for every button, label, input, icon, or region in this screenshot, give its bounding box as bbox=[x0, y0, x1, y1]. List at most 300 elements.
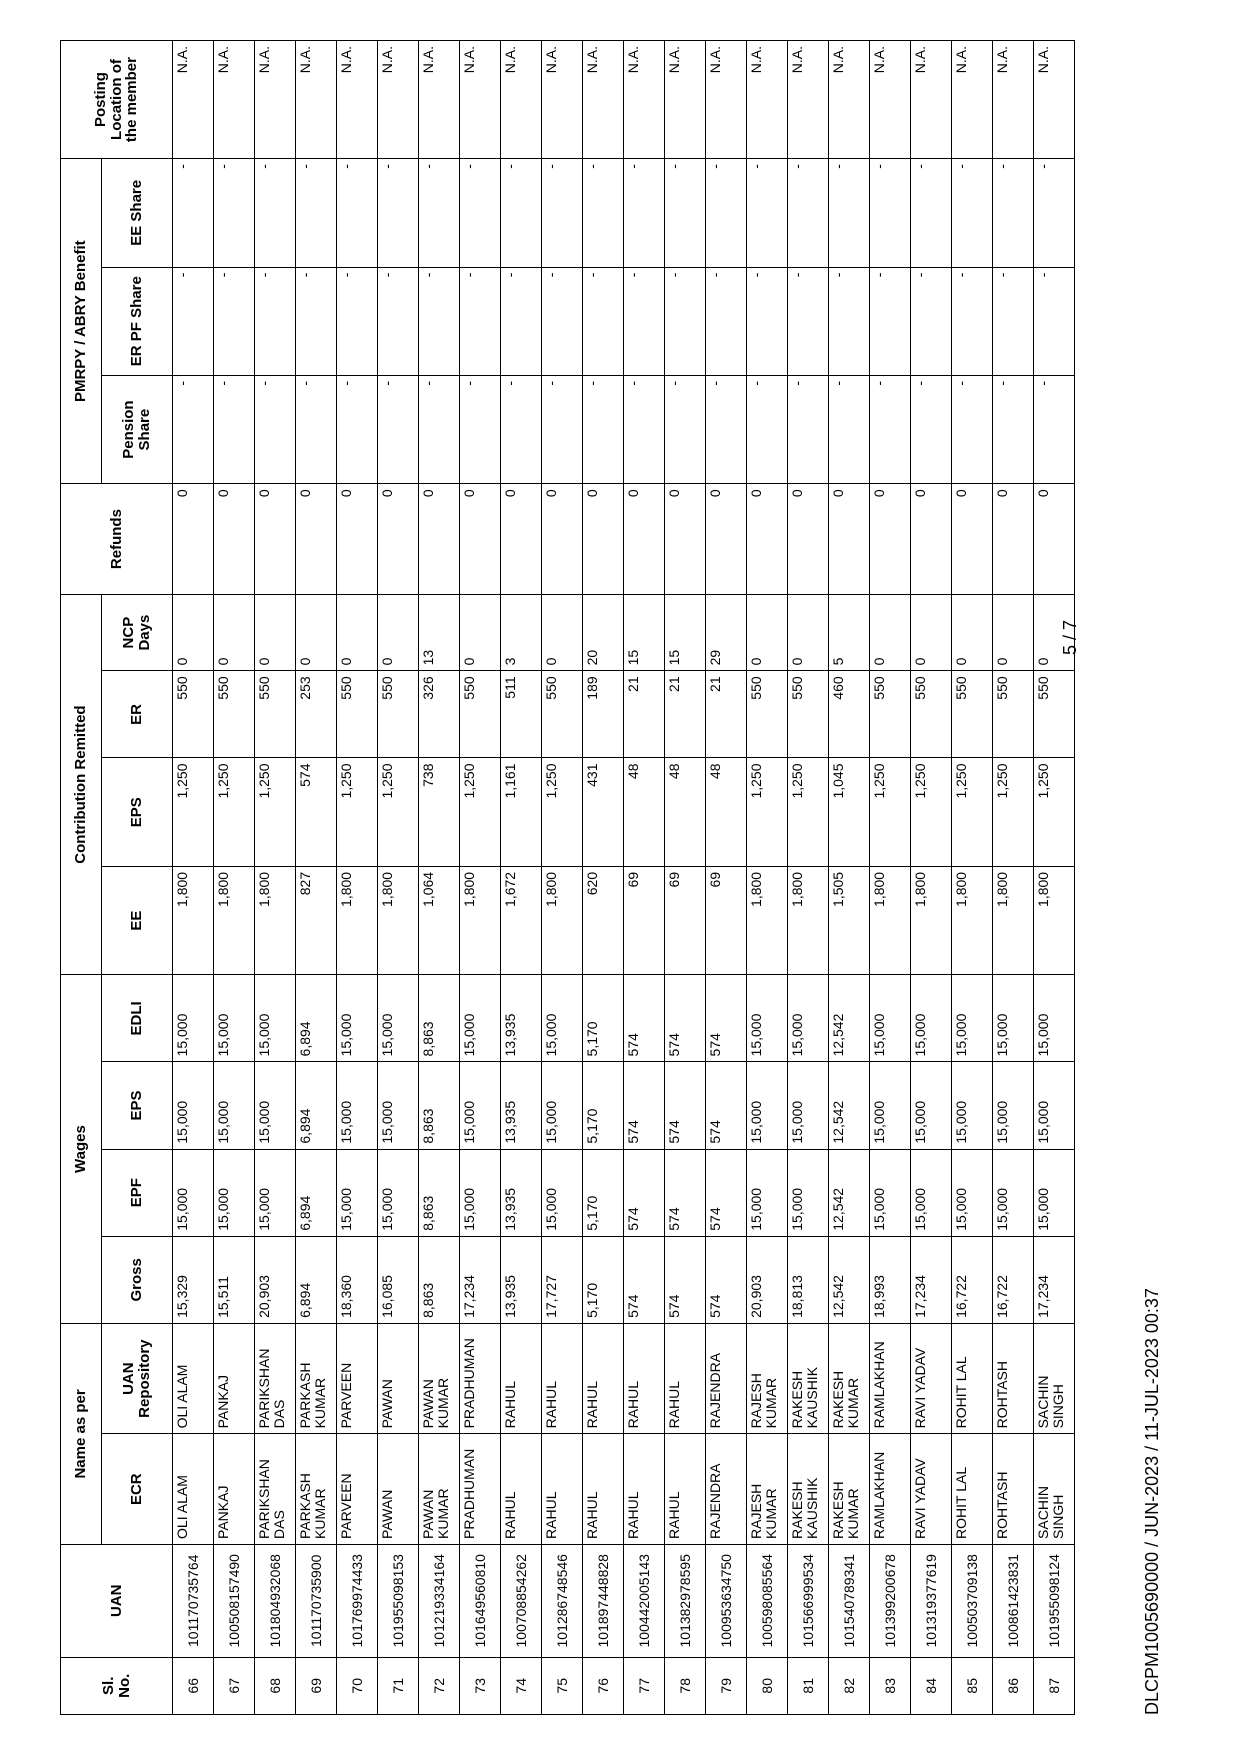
posting-cell: N.A. bbox=[870, 41, 911, 159]
eps-contribution-cell: 1,250 bbox=[378, 758, 419, 866]
gross-cell: 6,894 bbox=[296, 1236, 337, 1323]
ecr-name-cell: PAWAN bbox=[378, 1434, 419, 1545]
epf-cell: 15,000 bbox=[542, 1149, 583, 1236]
edli-cell: 574 bbox=[624, 975, 665, 1062]
pension-share-cell: - bbox=[173, 375, 214, 483]
ncp-days-cell: 0 bbox=[337, 594, 378, 671]
ecr-name-cell: RAKESH KAUSHIK bbox=[788, 1434, 829, 1545]
ee-cell: 1,800 bbox=[747, 866, 788, 974]
table-row bbox=[378, 41, 419, 1715]
edli-cell: 12,542 bbox=[829, 975, 870, 1062]
edli-cell: 15,000 bbox=[911, 975, 952, 1062]
ncp-days-cell: 15 bbox=[665, 594, 706, 671]
ee-share-cell: - bbox=[911, 159, 952, 267]
repository-name-cell: RAHUL bbox=[583, 1323, 624, 1434]
eps-wages-cell: 5,170 bbox=[583, 1062, 624, 1149]
ncp-days-cell: 0 bbox=[296, 594, 337, 671]
table-row bbox=[542, 41, 583, 1715]
document-reference: DLCPM1005690000 / JUN-2023 / 11-JUL-2023 00:37 bbox=[1142, 1288, 1162, 1715]
uan-cell: 101319377619 bbox=[911, 1544, 952, 1657]
ee-cell: 1,672 bbox=[501, 866, 542, 974]
ee-cell: 1,800 bbox=[255, 866, 296, 974]
sl-no-cell: 83 bbox=[870, 1657, 911, 1714]
er-pf-share-cell: - bbox=[911, 267, 952, 375]
posting-cell: N.A. bbox=[747, 41, 788, 159]
ee-share-cell: - bbox=[747, 159, 788, 267]
er-pf-share-cell: - bbox=[993, 267, 1034, 375]
gross-cell: 17,234 bbox=[460, 1236, 501, 1323]
eps-wages-cell: 574 bbox=[665, 1062, 706, 1149]
epf-cell: 15,000 bbox=[747, 1149, 788, 1236]
uan-cell: 101897448828 bbox=[583, 1544, 624, 1657]
er-pf-share-cell: - bbox=[624, 267, 665, 375]
pension-share-cell: - bbox=[583, 375, 624, 483]
uan-cell: 101286748546 bbox=[542, 1544, 583, 1657]
ee-header: EE bbox=[102, 866, 173, 974]
ecr-name-cell: RAHUL bbox=[501, 1434, 542, 1545]
contribution-remitted-header: Contribution Remitted bbox=[61, 594, 102, 974]
ncp-days-cell: 0 bbox=[1034, 594, 1075, 671]
ecr-name-cell: RAHUL bbox=[583, 1434, 624, 1545]
eps-contribution-cell: 1,250 bbox=[911, 758, 952, 866]
er-cell: 550 bbox=[1034, 671, 1075, 758]
pension-share-cell: - bbox=[870, 375, 911, 483]
er-cell: 253 bbox=[296, 671, 337, 758]
ee-share-cell: - bbox=[583, 159, 624, 267]
refunds-cell: 0 bbox=[296, 484, 337, 595]
table-row bbox=[460, 41, 501, 1715]
eps-contribution-cell: 1,250 bbox=[542, 758, 583, 866]
table-row bbox=[788, 41, 829, 1715]
table-row bbox=[419, 41, 460, 1715]
gross-cell: 20,903 bbox=[255, 1236, 296, 1323]
posting-cell: N.A. bbox=[501, 41, 542, 159]
ncp-days-cell: 0 bbox=[747, 594, 788, 671]
edli-cell: 15,000 bbox=[337, 975, 378, 1062]
repository-name-cell: RAJENDRA bbox=[706, 1323, 747, 1434]
pension-share-cell: - bbox=[255, 375, 296, 483]
sl-no-cell: 71 bbox=[378, 1657, 419, 1714]
er-pf-share-cell: - bbox=[542, 267, 583, 375]
ecr-name-cell: PRADHUMAN bbox=[460, 1434, 501, 1545]
ncp-days-cell: 0 bbox=[788, 594, 829, 671]
refunds-cell: 0 bbox=[1034, 484, 1075, 595]
uan-cell: 100953634750 bbox=[706, 1544, 747, 1657]
eps-wages-cell: 15,000 bbox=[337, 1062, 378, 1149]
ecr-name-cell: ROHIT LAL bbox=[952, 1434, 993, 1545]
edli-cell: 15,000 bbox=[952, 975, 993, 1062]
ncp-days-header: NCP Days bbox=[102, 594, 173, 671]
uan-cell: 101540789341 bbox=[829, 1544, 870, 1657]
refunds-cell: 0 bbox=[952, 484, 993, 595]
edli-cell: 15,000 bbox=[378, 975, 419, 1062]
gross-cell: 5,170 bbox=[583, 1236, 624, 1323]
repository-name-cell: PARKASH KUMAR bbox=[296, 1323, 337, 1434]
uan-cell: 101769974433 bbox=[337, 1544, 378, 1657]
table-row bbox=[665, 41, 706, 1715]
repository-name-cell: PARIKSHAN DAS bbox=[255, 1323, 296, 1434]
edli-cell: 15,000 bbox=[747, 975, 788, 1062]
name-as-per-header: Name as per bbox=[61, 1323, 102, 1544]
er-pf-share-header: ER PF Share bbox=[102, 267, 173, 375]
ee-cell: 1,800 bbox=[214, 866, 255, 974]
sl-no-cell: 76 bbox=[583, 1657, 624, 1714]
gross-cell: 574 bbox=[624, 1236, 665, 1323]
epf-cell: 15,000 bbox=[952, 1149, 993, 1236]
refunds-cell: 0 bbox=[665, 484, 706, 595]
refunds-cell: 0 bbox=[337, 484, 378, 595]
er-pf-share-cell: - bbox=[255, 267, 296, 375]
table-row bbox=[829, 41, 870, 1715]
ncp-days-cell: 5 bbox=[829, 594, 870, 671]
gross-cell: 16,085 bbox=[378, 1236, 419, 1323]
ee-cell: 620 bbox=[583, 866, 624, 974]
eps-contribution-cell: 1,250 bbox=[952, 758, 993, 866]
ee-share-cell: - bbox=[173, 159, 214, 267]
eps-contribution-cell: 738 bbox=[419, 758, 460, 866]
epf-cell: 15,000 bbox=[378, 1149, 419, 1236]
sl-no-cell: 72 bbox=[419, 1657, 460, 1714]
pension-share-cell: - bbox=[706, 375, 747, 483]
refunds-cell: 0 bbox=[870, 484, 911, 595]
er-cell: 550 bbox=[337, 671, 378, 758]
ee-share-cell: - bbox=[706, 159, 747, 267]
er-cell: 550 bbox=[870, 671, 911, 758]
edli-header: EDLI bbox=[102, 975, 173, 1062]
er-cell: 550 bbox=[911, 671, 952, 758]
uan-cell: 100508157490 bbox=[214, 1544, 255, 1657]
er-pf-share-cell: - bbox=[583, 267, 624, 375]
posting-cell: N.A. bbox=[542, 41, 583, 159]
eps-wages-cell: 15,000 bbox=[870, 1062, 911, 1149]
gross-cell: 17,234 bbox=[1034, 1236, 1075, 1323]
posting-cell: N.A. bbox=[706, 41, 747, 159]
epf-header: EPF bbox=[102, 1149, 173, 1236]
ee-share-cell: - bbox=[952, 159, 993, 267]
er-cell: 550 bbox=[173, 671, 214, 758]
ecr-name-cell: PARIKSHAN DAS bbox=[255, 1434, 296, 1545]
refunds-cell: 0 bbox=[255, 484, 296, 595]
repository-name-cell: RAKESH KUMAR bbox=[829, 1323, 870, 1434]
epf-cell: 8,863 bbox=[419, 1149, 460, 1236]
er-pf-share-cell: - bbox=[214, 267, 255, 375]
uan-cell: 101649560810 bbox=[460, 1544, 501, 1657]
table-row bbox=[952, 41, 993, 1715]
gross-cell: 17,234 bbox=[911, 1236, 952, 1323]
edli-cell: 15,000 bbox=[214, 975, 255, 1062]
eps-contribution-header: EPS bbox=[102, 758, 173, 866]
table-row bbox=[624, 41, 665, 1715]
table-row bbox=[337, 41, 378, 1715]
ncp-days-cell: 0 bbox=[993, 594, 1034, 671]
repository-name-cell: RAVI YADAV bbox=[911, 1323, 952, 1434]
eps-contribution-cell: 1,250 bbox=[870, 758, 911, 866]
refunds-cell: 0 bbox=[747, 484, 788, 595]
posting-cell: N.A. bbox=[993, 41, 1034, 159]
gross-cell: 18,360 bbox=[337, 1236, 378, 1323]
er-cell: 21 bbox=[624, 671, 665, 758]
sl-no-cell: 74 bbox=[501, 1657, 542, 1714]
ee-share-cell: - bbox=[993, 159, 1034, 267]
pension-share-cell: - bbox=[624, 375, 665, 483]
ee-cell: 1,800 bbox=[173, 866, 214, 974]
pension-share-cell: - bbox=[1034, 375, 1075, 483]
uan-cell: 100598085564 bbox=[747, 1544, 788, 1657]
repository-name-cell: RAHUL bbox=[665, 1323, 706, 1434]
eps-contribution-cell: 1,250 bbox=[747, 758, 788, 866]
er-pf-share-cell: - bbox=[952, 267, 993, 375]
table-row bbox=[214, 41, 255, 1715]
pension-share-cell: - bbox=[993, 375, 1034, 483]
ncp-days-cell: 0 bbox=[214, 594, 255, 671]
uan-header: UAN bbox=[61, 1544, 173, 1657]
pension-share-cell: - bbox=[911, 375, 952, 483]
eps-contribution-cell: 1,250 bbox=[993, 758, 1034, 866]
uan-repository-header: UAN Repository bbox=[102, 1323, 173, 1434]
ee-cell: 1,064 bbox=[419, 866, 460, 974]
sl-no-cell: 81 bbox=[788, 1657, 829, 1714]
ecr-name-cell: RAJENDRA bbox=[706, 1434, 747, 1545]
ee-cell: 1,800 bbox=[993, 866, 1034, 974]
ecr-name-cell: RAJESH KUMAR bbox=[747, 1434, 788, 1545]
er-cell: 550 bbox=[993, 671, 1034, 758]
eps-contribution-cell: 1,250 bbox=[255, 758, 296, 866]
pension-share-cell: - bbox=[501, 375, 542, 483]
pension-share-cell: - bbox=[419, 375, 460, 483]
gross-cell: 15,511 bbox=[214, 1236, 255, 1323]
refunds-cell: 0 bbox=[829, 484, 870, 595]
posting-cell: N.A. bbox=[173, 41, 214, 159]
posting-cell: N.A. bbox=[214, 41, 255, 159]
posting-header: Posting Location of the member bbox=[61, 41, 173, 159]
pension-share-cell: - bbox=[460, 375, 501, 483]
epf-cell: 13,935 bbox=[501, 1149, 542, 1236]
er-pf-share-cell: - bbox=[829, 267, 870, 375]
edli-cell: 5,170 bbox=[583, 975, 624, 1062]
gross-header: Gross bbox=[102, 1236, 173, 1323]
er-pf-share-cell: - bbox=[337, 267, 378, 375]
refunds-cell: 0 bbox=[993, 484, 1034, 595]
repository-name-cell: ROHIT LAL bbox=[952, 1323, 993, 1434]
er-pf-share-cell: - bbox=[296, 267, 337, 375]
edli-cell: 15,000 bbox=[173, 975, 214, 1062]
ee-share-cell: - bbox=[665, 159, 706, 267]
repository-name-cell: RAJESH KUMAR bbox=[747, 1323, 788, 1434]
eps-wages-cell: 15,000 bbox=[788, 1062, 829, 1149]
eps-wages-cell: 15,000 bbox=[214, 1062, 255, 1149]
ecr-name-cell: PANKAJ bbox=[214, 1434, 255, 1545]
eps-wages-cell: 15,000 bbox=[1034, 1062, 1075, 1149]
posting-cell: N.A. bbox=[337, 41, 378, 159]
table-row bbox=[1034, 41, 1075, 1715]
er-cell: 511 bbox=[501, 671, 542, 758]
posting-cell: N.A. bbox=[378, 41, 419, 159]
er-pf-share-cell: - bbox=[747, 267, 788, 375]
table-row bbox=[255, 41, 296, 1715]
er-cell: 21 bbox=[706, 671, 747, 758]
eps-wages-cell: 8,863 bbox=[419, 1062, 460, 1149]
gross-cell: 18,993 bbox=[870, 1236, 911, 1323]
ee-cell: 1,800 bbox=[378, 866, 419, 974]
repository-name-cell: RAKESH KAUSHIK bbox=[788, 1323, 829, 1434]
pension-share-cell: - bbox=[747, 375, 788, 483]
posting-cell: N.A. bbox=[583, 41, 624, 159]
ecr-name-cell: SACHIN SINGH bbox=[1034, 1434, 1075, 1545]
posting-cell: N.A. bbox=[296, 41, 337, 159]
uan-cell: 101170735764 bbox=[173, 1544, 214, 1657]
eps-contribution-cell: 48 bbox=[706, 758, 747, 866]
table-row bbox=[993, 41, 1034, 1715]
er-cell: 550 bbox=[788, 671, 829, 758]
gross-cell: 16,722 bbox=[952, 1236, 993, 1323]
posting-cell: N.A. bbox=[419, 41, 460, 159]
sl-no-cell: 86 bbox=[993, 1657, 1034, 1714]
eps-wages-cell: 15,000 bbox=[952, 1062, 993, 1149]
eps-wages-cell: 12,542 bbox=[829, 1062, 870, 1149]
ecr-name-cell: RAKESH KUMAR bbox=[829, 1434, 870, 1545]
ee-share-cell: - bbox=[788, 159, 829, 267]
epf-cell: 15,000 bbox=[173, 1149, 214, 1236]
refunds-cell: 0 bbox=[624, 484, 665, 595]
er-cell: 550 bbox=[542, 671, 583, 758]
pension-share-cell: - bbox=[829, 375, 870, 483]
edli-cell: 13,935 bbox=[501, 975, 542, 1062]
ee-cell: 827 bbox=[296, 866, 337, 974]
gross-cell: 15,329 bbox=[173, 1236, 214, 1323]
er-pf-share-cell: - bbox=[173, 267, 214, 375]
pension-share-cell: - bbox=[296, 375, 337, 483]
refunds-cell: 0 bbox=[788, 484, 829, 595]
ee-cell: 69 bbox=[665, 866, 706, 974]
sl-no-header: Sl. No. bbox=[61, 1657, 173, 1714]
ee-share-cell: - bbox=[460, 159, 501, 267]
eps-wages-cell: 15,000 bbox=[542, 1062, 583, 1149]
ecr-header: ECR bbox=[102, 1434, 173, 1545]
er-header: ER bbox=[102, 671, 173, 758]
eps-contribution-cell: 1,250 bbox=[337, 758, 378, 866]
epf-cell: 15,000 bbox=[911, 1149, 952, 1236]
epf-cell: 15,000 bbox=[870, 1149, 911, 1236]
sl-no-cell: 82 bbox=[829, 1657, 870, 1714]
er-cell: 326 bbox=[419, 671, 460, 758]
ee-cell: 1,800 bbox=[952, 866, 993, 974]
gross-cell: 18,813 bbox=[788, 1236, 829, 1323]
ncp-days-cell: 0 bbox=[911, 594, 952, 671]
ee-cell: 1,800 bbox=[460, 866, 501, 974]
epf-cell: 15,000 bbox=[214, 1149, 255, 1236]
er-cell: 21 bbox=[665, 671, 706, 758]
er-cell: 550 bbox=[952, 671, 993, 758]
sl-no-cell: 67 bbox=[214, 1657, 255, 1714]
eps-wages-cell: 15,000 bbox=[993, 1062, 1034, 1149]
eps-contribution-cell: 431 bbox=[583, 758, 624, 866]
posting-cell: N.A. bbox=[911, 41, 952, 159]
ee-cell: 1,800 bbox=[337, 866, 378, 974]
sl-no-cell: 70 bbox=[337, 1657, 378, 1714]
table-row bbox=[870, 41, 911, 1715]
er-pf-share-cell: - bbox=[501, 267, 542, 375]
epf-cell: 574 bbox=[665, 1149, 706, 1236]
ee-cell: 1,800 bbox=[870, 866, 911, 974]
ee-cell: 1,800 bbox=[911, 866, 952, 974]
ee-cell: 1,505 bbox=[829, 866, 870, 974]
ee-cell: 69 bbox=[706, 866, 747, 974]
ncp-days-cell: 0 bbox=[870, 594, 911, 671]
table-row bbox=[501, 41, 542, 1715]
refunds-cell: 0 bbox=[706, 484, 747, 595]
uan-cell: 101955098153 bbox=[378, 1544, 419, 1657]
posting-cell: N.A. bbox=[788, 41, 829, 159]
pension-share-header: Pension Share bbox=[102, 375, 173, 483]
uan-cell: 100861423831 bbox=[993, 1544, 1034, 1657]
ncp-days-cell: 20 bbox=[583, 594, 624, 671]
edli-cell: 15,000 bbox=[1034, 975, 1075, 1062]
epf-cell: 15,000 bbox=[993, 1149, 1034, 1236]
ncp-days-cell: 0 bbox=[378, 594, 419, 671]
ncp-days-cell: 0 bbox=[952, 594, 993, 671]
ee-cell: 1,800 bbox=[542, 866, 583, 974]
ecr-name-cell: RAMLAKHAN bbox=[870, 1434, 911, 1545]
er-cell: 550 bbox=[255, 671, 296, 758]
ecr-name-cell: RAHUL bbox=[665, 1434, 706, 1545]
pension-share-cell: - bbox=[542, 375, 583, 483]
gross-cell: 17,727 bbox=[542, 1236, 583, 1323]
er-pf-share-cell: - bbox=[788, 267, 829, 375]
edli-cell: 15,000 bbox=[993, 975, 1034, 1062]
repository-name-cell: ROHTASH bbox=[993, 1323, 1034, 1434]
edli-cell: 15,000 bbox=[255, 975, 296, 1062]
posting-cell: N.A. bbox=[1034, 41, 1075, 159]
refunds-cell: 0 bbox=[214, 484, 255, 595]
uan-cell: 101566999534 bbox=[788, 1544, 829, 1657]
sl-no-cell: 69 bbox=[296, 1657, 337, 1714]
uan-cell: 100442005143 bbox=[624, 1544, 665, 1657]
eps-wages-cell: 574 bbox=[706, 1062, 747, 1149]
uan-cell: 101219334164 bbox=[419, 1544, 460, 1657]
eps-wages-cell: 15,000 bbox=[747, 1062, 788, 1149]
ee-cell: 69 bbox=[624, 866, 665, 974]
uan-cell: 100503709138 bbox=[952, 1544, 993, 1657]
eps-wages-cell: 15,000 bbox=[255, 1062, 296, 1149]
uan-cell: 101399200678 bbox=[870, 1544, 911, 1657]
posting-cell: N.A. bbox=[460, 41, 501, 159]
er-pf-share-cell: - bbox=[706, 267, 747, 375]
gross-cell: 8,863 bbox=[419, 1236, 460, 1323]
ecr-name-cell: PAWAN KUMAR bbox=[419, 1434, 460, 1545]
ee-share-cell: - bbox=[296, 159, 337, 267]
repository-name-cell: OLI ALAM bbox=[173, 1323, 214, 1434]
refunds-cell: 0 bbox=[378, 484, 419, 595]
ee-share-cell: - bbox=[337, 159, 378, 267]
gross-cell: 12,542 bbox=[829, 1236, 870, 1323]
pension-share-cell: - bbox=[952, 375, 993, 483]
eps-wages-cell: 6,894 bbox=[296, 1062, 337, 1149]
refunds-header: Refunds bbox=[61, 484, 173, 595]
table-row bbox=[911, 41, 952, 1715]
eps-wages-cell: 15,000 bbox=[173, 1062, 214, 1149]
pension-share-cell: - bbox=[337, 375, 378, 483]
refunds-cell: 0 bbox=[460, 484, 501, 595]
gross-cell: 574 bbox=[706, 1236, 747, 1323]
ee-share-cell: - bbox=[214, 159, 255, 267]
ncp-days-cell: 0 bbox=[542, 594, 583, 671]
repository-name-cell: RAHUL bbox=[501, 1323, 542, 1434]
repository-name-cell: PRADHUMAN bbox=[460, 1323, 501, 1434]
epf-cell: 6,894 bbox=[296, 1149, 337, 1236]
ee-share-cell: - bbox=[829, 159, 870, 267]
edli-cell: 15,000 bbox=[542, 975, 583, 1062]
ecr-name-cell: RAHUL bbox=[542, 1434, 583, 1545]
